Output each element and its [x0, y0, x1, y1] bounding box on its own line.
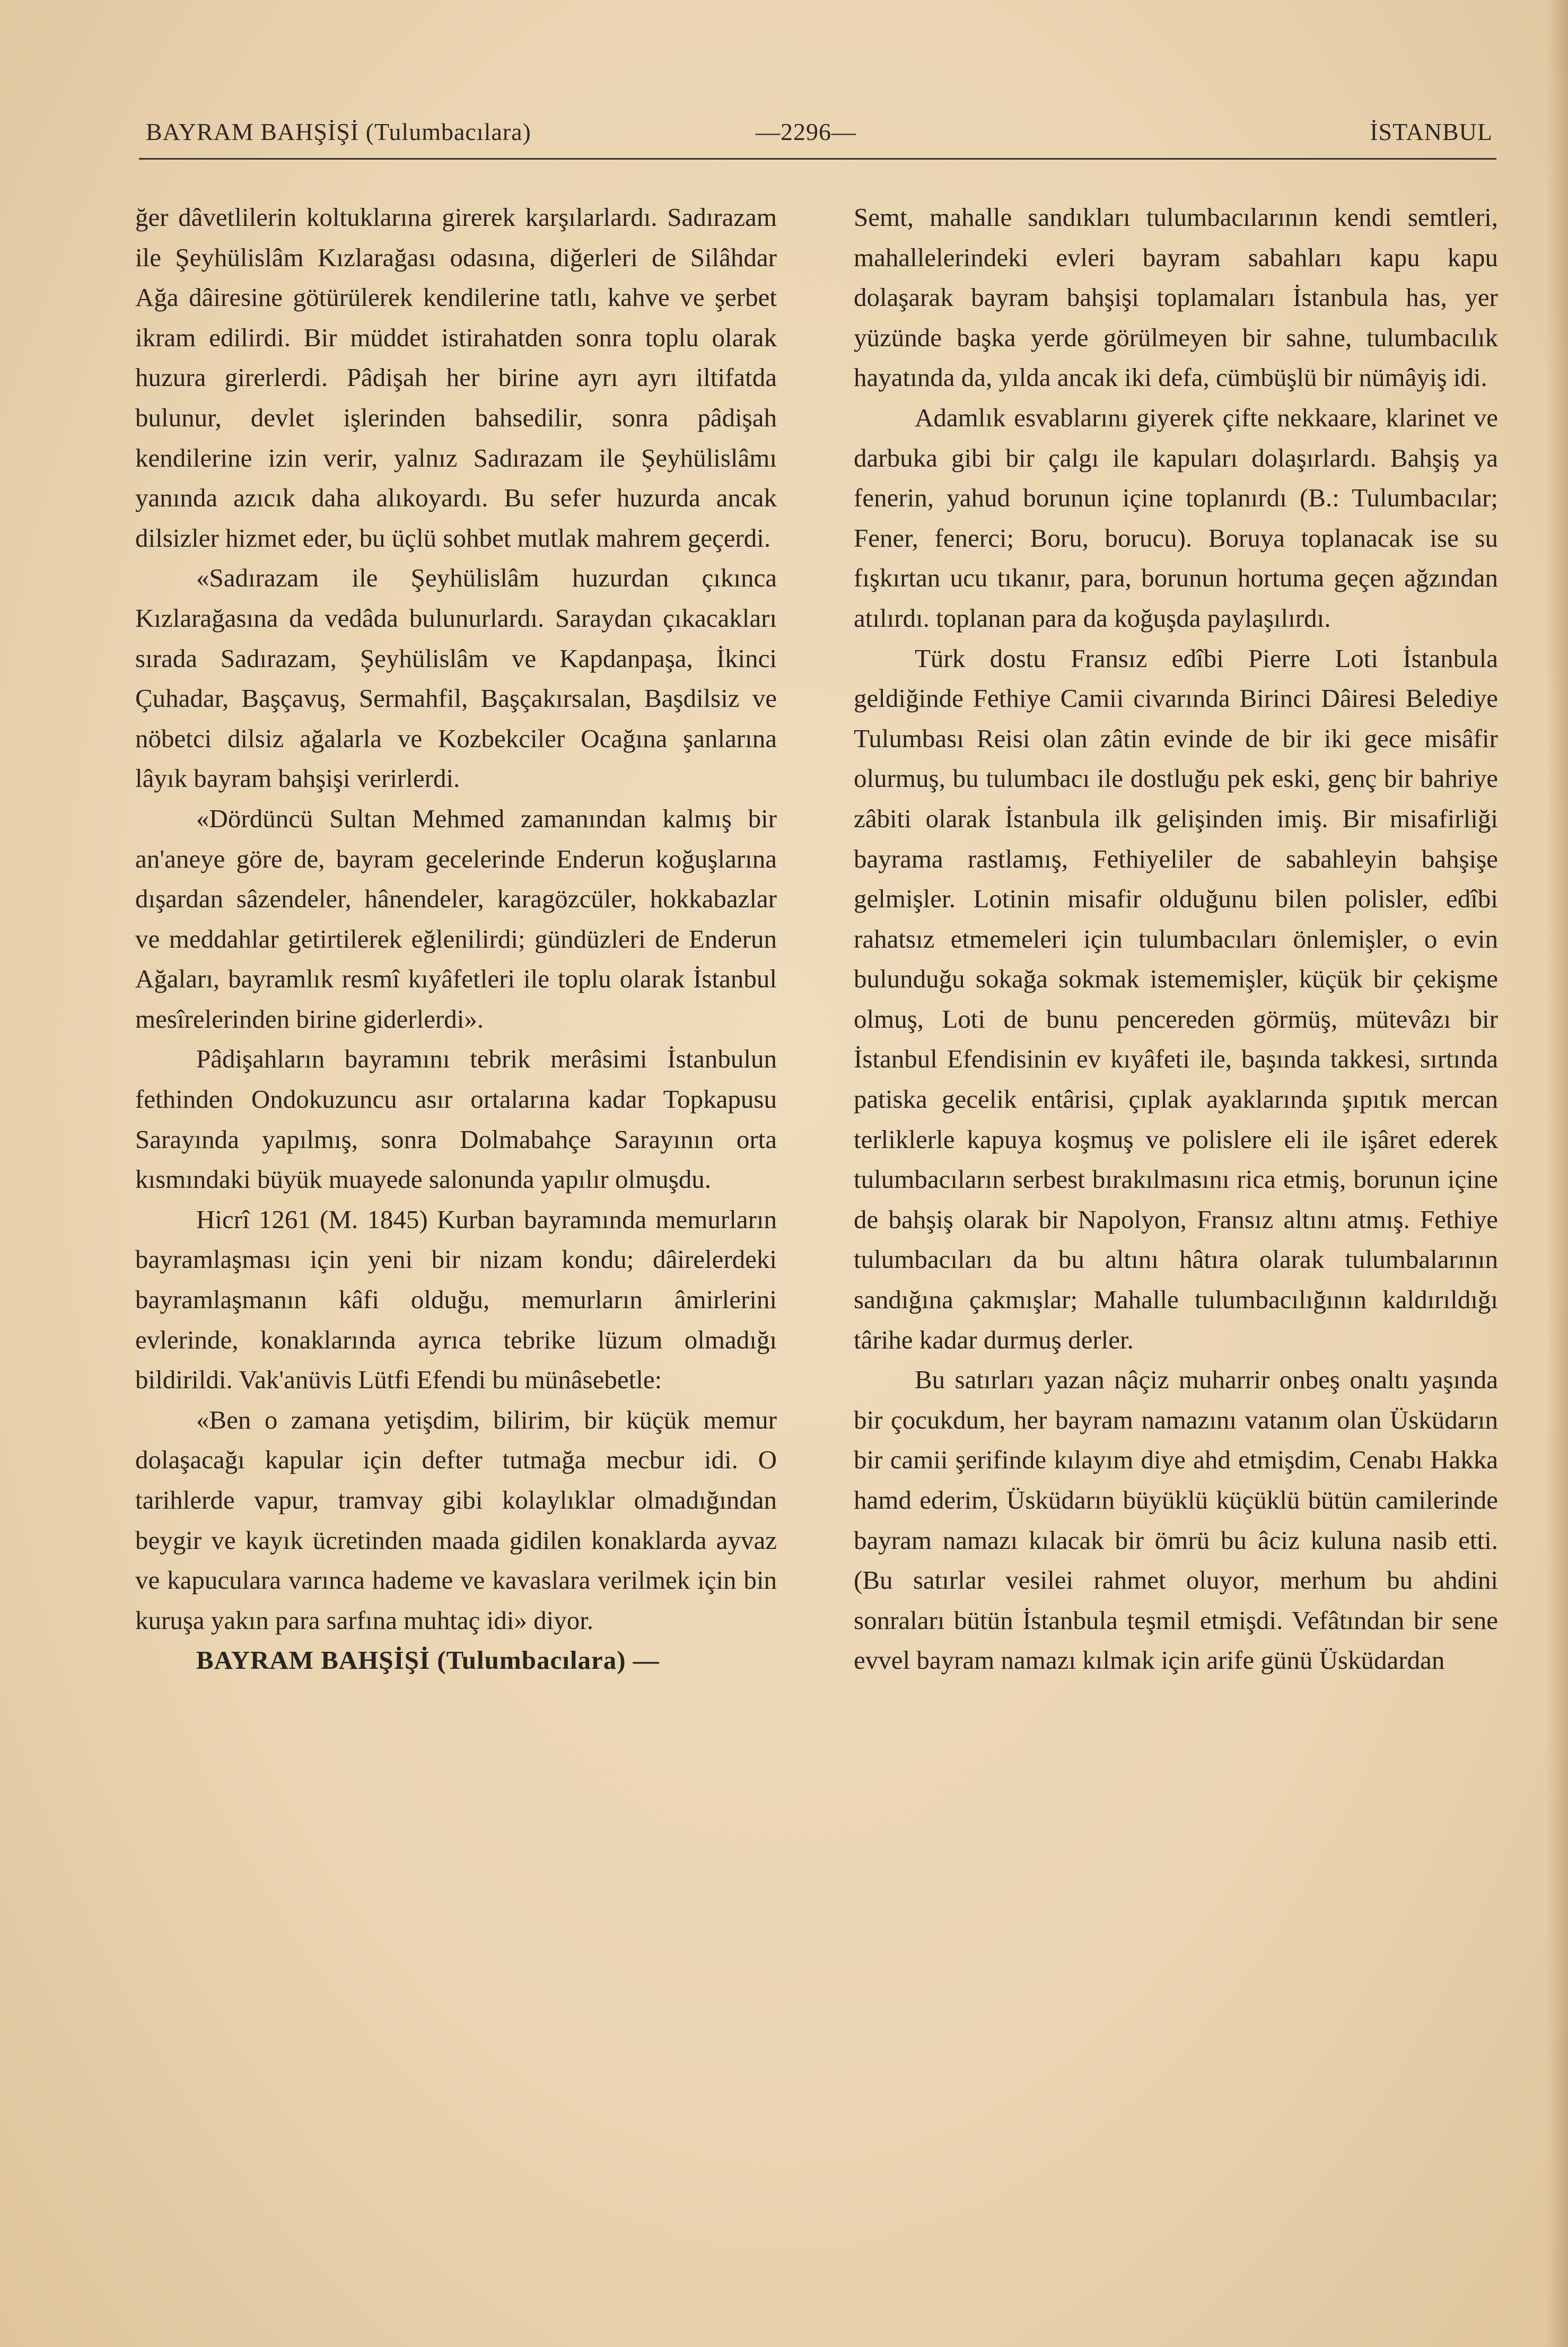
header-title: BAYRAM BAHŞİŞİ (Tulumbacılara)	[146, 118, 531, 145]
paragraph: «Sadırazam ile Şeyhülislâm huzurdan çıkınca Kızlarağasına da vedâda bulunurlardı. Saraydan çıkacakları sırada Sadırazam, Şeyhülislâm ve Kapdanpaşa, İkinci Çuhadar, Başçavuş, Sermahfil, Başçakırsalan, Başdilsiz ve nöbetci dilsiz ağalarla ve Kozbekciler Ocağına şanlarına lâyık bayram bahşişi verirlerdi.	[135, 563, 777, 793]
paragraph: «Dördüncü Sultan Mehmed zamanından kalmış bir an'aneye göre de, bayram gecelerinde Enderun koğuşlarına dışardan sâzendeler, hânendeler, karagözcüler, hokkabazlar ve meddahlar getirtilerek eğlenilirdi; gündüzleri de Enderun Ağaları, bayramlık resmî kıyâfetleri ile toplu olarak İstanbul mesîrelerinden birine giderlerdi».	[135, 803, 777, 1034]
paragraph: Hicrî 1261 (M. 1845) Kurban bayramında memurların bayramlaşması için yeni bir nizam kondu; dâirelerdeki bayramlaşmanın kâfi olduğu, memurların âmirlerini evlerinde, konaklarında ayrıca tebrike lüzum olmadığı bildirildi. Vak'anüvis Lütfi Efendi bu münâsebetle:	[135, 1204, 777, 1395]
paragraph: Türk dostu Fransız edîbi Pierre Loti İstanbula geldiğinde Fethiye Camii civarında Birinci Dâiresi Belediye Tulumbası Reisi olan zâtin evinde de bir iki gece misâfir olurmuş, bu tulumbacı ile dostluğu pek eski, genç bir bahriye zâbiti olarak İstanbula ilk gelişinden imiş. Bir misafirliği bayrama rastlamış, Fethiyeliler de sabahleyin bahşişe gelmişler. Lotinin misafir olduğunu bilen polisler, edîbi rahatsız etmemeleri için tulumbacıları önlemişler, o evin bulunduğu sokağa sokmak istememişler, küçük bir çekişme olmuş, Loti de bunu pencereden görmüş, mütevâzı bir İstanbul Efendisinin ev kıyâfeti ile, başında takkesi, sırtında patiska gecelik entârisi, çıplak ayaklarında şıpıtık mercan terliklerle kapuya koşmuş ve polislere eli ile işâret ederek tulumbacıların serbest bırakılmasını rica etmiş, borunun içine de bahşiş olarak bir Napolyon, Fransız altını atmış. Fethiye tulumbacıları da bu altını hâtıra olarak tulumbalarının sandığına çakmışlar; Mahalle tulumbacılığının kaldırıldığı târihe kadar durmuş derler.	[854, 643, 1498, 1354]
paragraph: «Ben o zamana yetişdim, bilirim, bir küçük memur dolaşacağı kapular için defter tutmağa mecbur idi. O tarihlerde vapur, tramvay gibi kolaylıklar olmadığından beygir ve kayık ücretinden maada gidilen konaklarda ayvaz ve kapuculara varınca hademe ve kavaslara verilmek için bin kuruşa yakın para sarfına muhtaç idi» diyor.	[135, 1405, 777, 1635]
paragraph: Adamlık esvablarını giyerek çifte nekkaare, klarinet ve darbuka gibi bir çalgı ile kapuları dolaşırlardı. Bahşiş ya fenerin, yahud borunun içine toplanırdı (B.: Tulumbacılar; Fener, fenerci; Boru, borucu). Boruya toplanacak ise su fışkırtan ucu tıkanır, para, borunun hortuma geçen ağzından atılırdı. toplanan para da koğuşda paylaşılırdı.	[854, 402, 1498, 633]
page-edge-shadow	[1547, 0, 1568, 2347]
header-publication: İSTANBUL	[1370, 118, 1493, 145]
paragraph: Semt, mahalle sandıkları tulumbacılarının kendi semtleri, mahallelerindeki evleri bayram sabahları kapu kapu dolaşarak bayram bahşişi toplamaları İstanbula has, yer yüzünde başka yerde görülmeyen bir sahne, tulumbacılık hayatında da, yılda ancak iki defa, cümbüşlü bir nümâyiş idi.	[854, 203, 1498, 392]
header-rule	[139, 158, 1496, 160]
page-number: —2296—	[756, 118, 856, 145]
continuation-footer: BAYRAM BAHŞİŞİ (Tulumbacılara) —	[196, 1645, 660, 1675]
paragraph: ğer dâvetlilerin koltuklarına girerek karşılarlardı. Sadırazam ile Şeyhülislâm Kızlarağası odasına, diğerleri de Silâhdar Ağa dâiresine götürülerek kendilerine tatlı, kahve ve şerbet ikram edilirdi. Bir müddet istirahatden sonra toplu olarak huzura girerlerdi. Pâdişah her birine ayrı ayrı iltifatda bulunur, devlet işlerinden bahsedilir, sonra pâdişah kendilerine izin verir, yalnız Sadırazam ile Şeyhülislâmı yanında azıcık daha alıkoyardı. Bu sefer huzurda ancak dilsizler hizmet eder, bu üçlü sohbet mutlak mahrem geçerdi.	[135, 203, 777, 553]
left-column	[135, 197, 777, 1680]
paragraph: Bu satırları yazan nâçiz muharrir onbeş onaltı yaşında bir çocukdum, her bayram namazını vatanım olan Üsküdarın bir camii şerifinde kılayım diye ahd etmişdim, Cenabı Hakka hamd ederim, Üsküdarın büyüklü küçüklü bütün camilerinde bayram namazı kılacak bir ömrü bu âciz kuluna nasib etti. (Bu satırlar vesilei rahmet oluyor, merhum bu ahdini sonraları bütün İstanbula teşmil etmişdi. Vefâtından bir sene evvel bayram namazı kılmak için arife günü Üsküdardan	[854, 1365, 1498, 1675]
right-column	[854, 197, 1498, 1680]
running-header	[146, 118, 1493, 155]
paragraph: Pâdişahların bayramını tebrik merâsimi İstanbulun fethinden Ondokuzuncu asır ortalarına kadar Topkapusu Sarayında yapılmış, sonra Dolmabahçe Sarayının orta kısmındaki büyük muayede salonunda yapılır olmuşdu.	[135, 1044, 777, 1194]
